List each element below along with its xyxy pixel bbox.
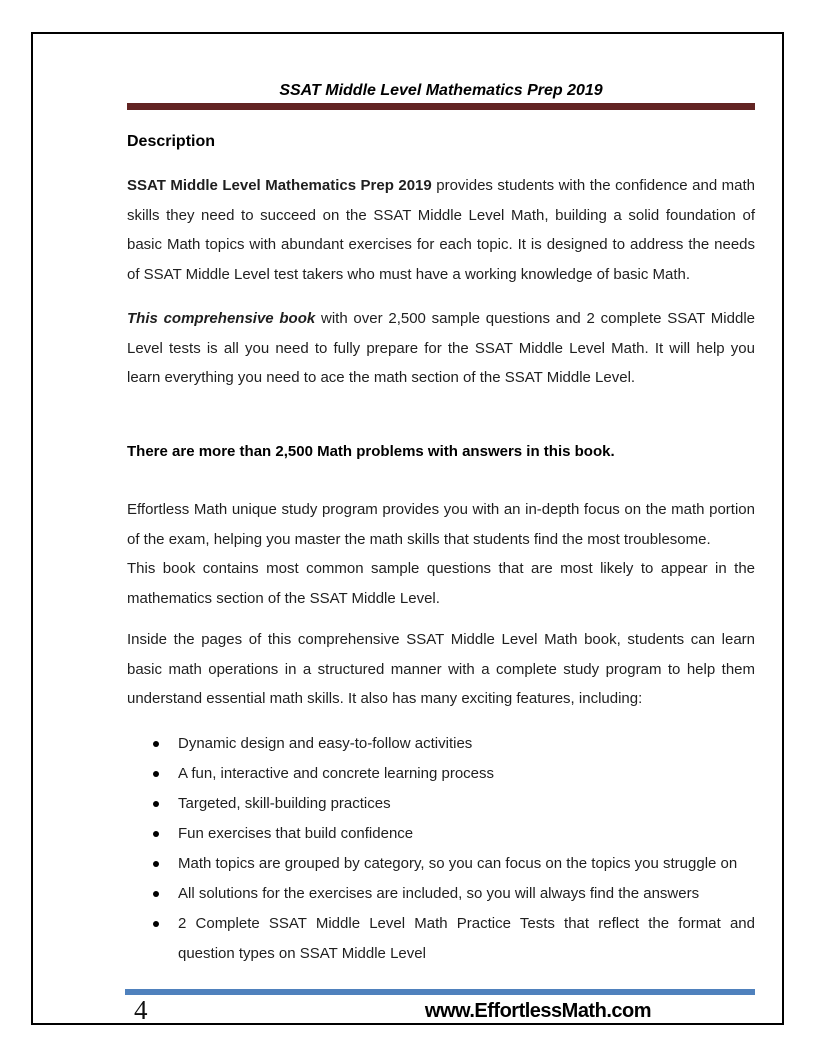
list-item bbox=[127, 849, 755, 879]
section-heading-description: Description bbox=[127, 133, 216, 150]
footer-website: www.EffortlessMath.com bbox=[424, 1000, 651, 1022]
bullet-dot-icon bbox=[153, 861, 159, 867]
bullet-text: Fun exercises that build confidence bbox=[178, 824, 414, 842]
comprehensive-book-lead: This comprehensive book bbox=[127, 310, 316, 327]
list-item bbox=[127, 879, 755, 909]
paragraph-effortless-math bbox=[127, 495, 755, 613]
list-item bbox=[127, 909, 755, 969]
paragraph-comprehensive bbox=[127, 304, 755, 393]
features-bullet-list bbox=[127, 729, 755, 969]
header-rule bbox=[127, 103, 755, 110]
bullet-dot-icon bbox=[153, 891, 159, 897]
bullet-text: All solutions for the exercises are included, so you will always find the answers bbox=[178, 884, 700, 902]
paragraph-inside-pages: Inside the pages of this comprehensive SSAT Middle Level Math book, students can learn basic math operations in a structured manner with a complete study program to help them understand essential math skills. It also has many exciting features, including: bbox=[127, 631, 755, 707]
bullet-text: Dynamic design and easy-to-follow activities bbox=[178, 734, 473, 752]
book-title-bold-lead: SSAT Middle Level Mathematics Prep 2019 bbox=[127, 177, 432, 194]
list-item bbox=[127, 789, 755, 819]
bullet-text: Math topics are grouped by category, so you can focus on the topics you struggle on bbox=[178, 854, 738, 872]
page-content bbox=[127, 74, 755, 969]
bullet-dot-icon bbox=[153, 741, 159, 747]
paragraph-effortless-math-line1: Effortless Math unique study program provides you with an in-depth focus on the math portion of the exam, helping you master the math skills that students find the most troublesome. bbox=[127, 501, 755, 548]
paragraph-intro bbox=[127, 171, 755, 289]
bullet-dot-icon bbox=[153, 801, 159, 807]
bullet-text: Targeted, skill-building practices bbox=[178, 794, 391, 812]
bullet-text: A fun, interactive and concrete learning process bbox=[178, 764, 495, 782]
list-item bbox=[127, 759, 755, 789]
bullet-dot-icon bbox=[153, 771, 159, 777]
running-header-title: SSAT Middle Level Mathematics Prep 2019 bbox=[279, 82, 603, 99]
bullet-dot-icon bbox=[153, 921, 159, 927]
list-item bbox=[127, 819, 755, 849]
paragraph-intro-text: provides students with the confidence and math skills they need to succeed on the SSAT Middle Level Math, building a solid foundation of basic Math topics with abundant exercises for each topic. It is designed to address the needs of SSAT Middle Level test takers who must have a working knowledge of basic Math. bbox=[127, 177, 755, 283]
page-number: 4 bbox=[134, 995, 148, 1025]
bullet-text: 2 Complete SSAT Middle Level Math Practice Tests that reflect the format and question types on SSAT Middle Level bbox=[178, 914, 755, 962]
footer-rule bbox=[125, 989, 755, 995]
highlight-line-problem-count: There are more than 2,500 Math problems with answers in this book. bbox=[127, 442, 615, 460]
paragraph-effortless-math-line2: This book contains most common sample questions that are most likely to appear in the mathematics section of the SSAT Middle Level. bbox=[127, 560, 755, 607]
paragraph-comprehensive-text: with over 2,500 sample questions and 2 complete SSAT Middle Level tests is all you need to fully prepare for the SSAT Middle Level Math. It will help you learn everything you need to ace the math section of the SSAT Middle Level. bbox=[127, 310, 755, 386]
bullet-dot-icon bbox=[153, 831, 159, 837]
list-item bbox=[127, 729, 755, 759]
page-border-frame bbox=[31, 32, 784, 1025]
